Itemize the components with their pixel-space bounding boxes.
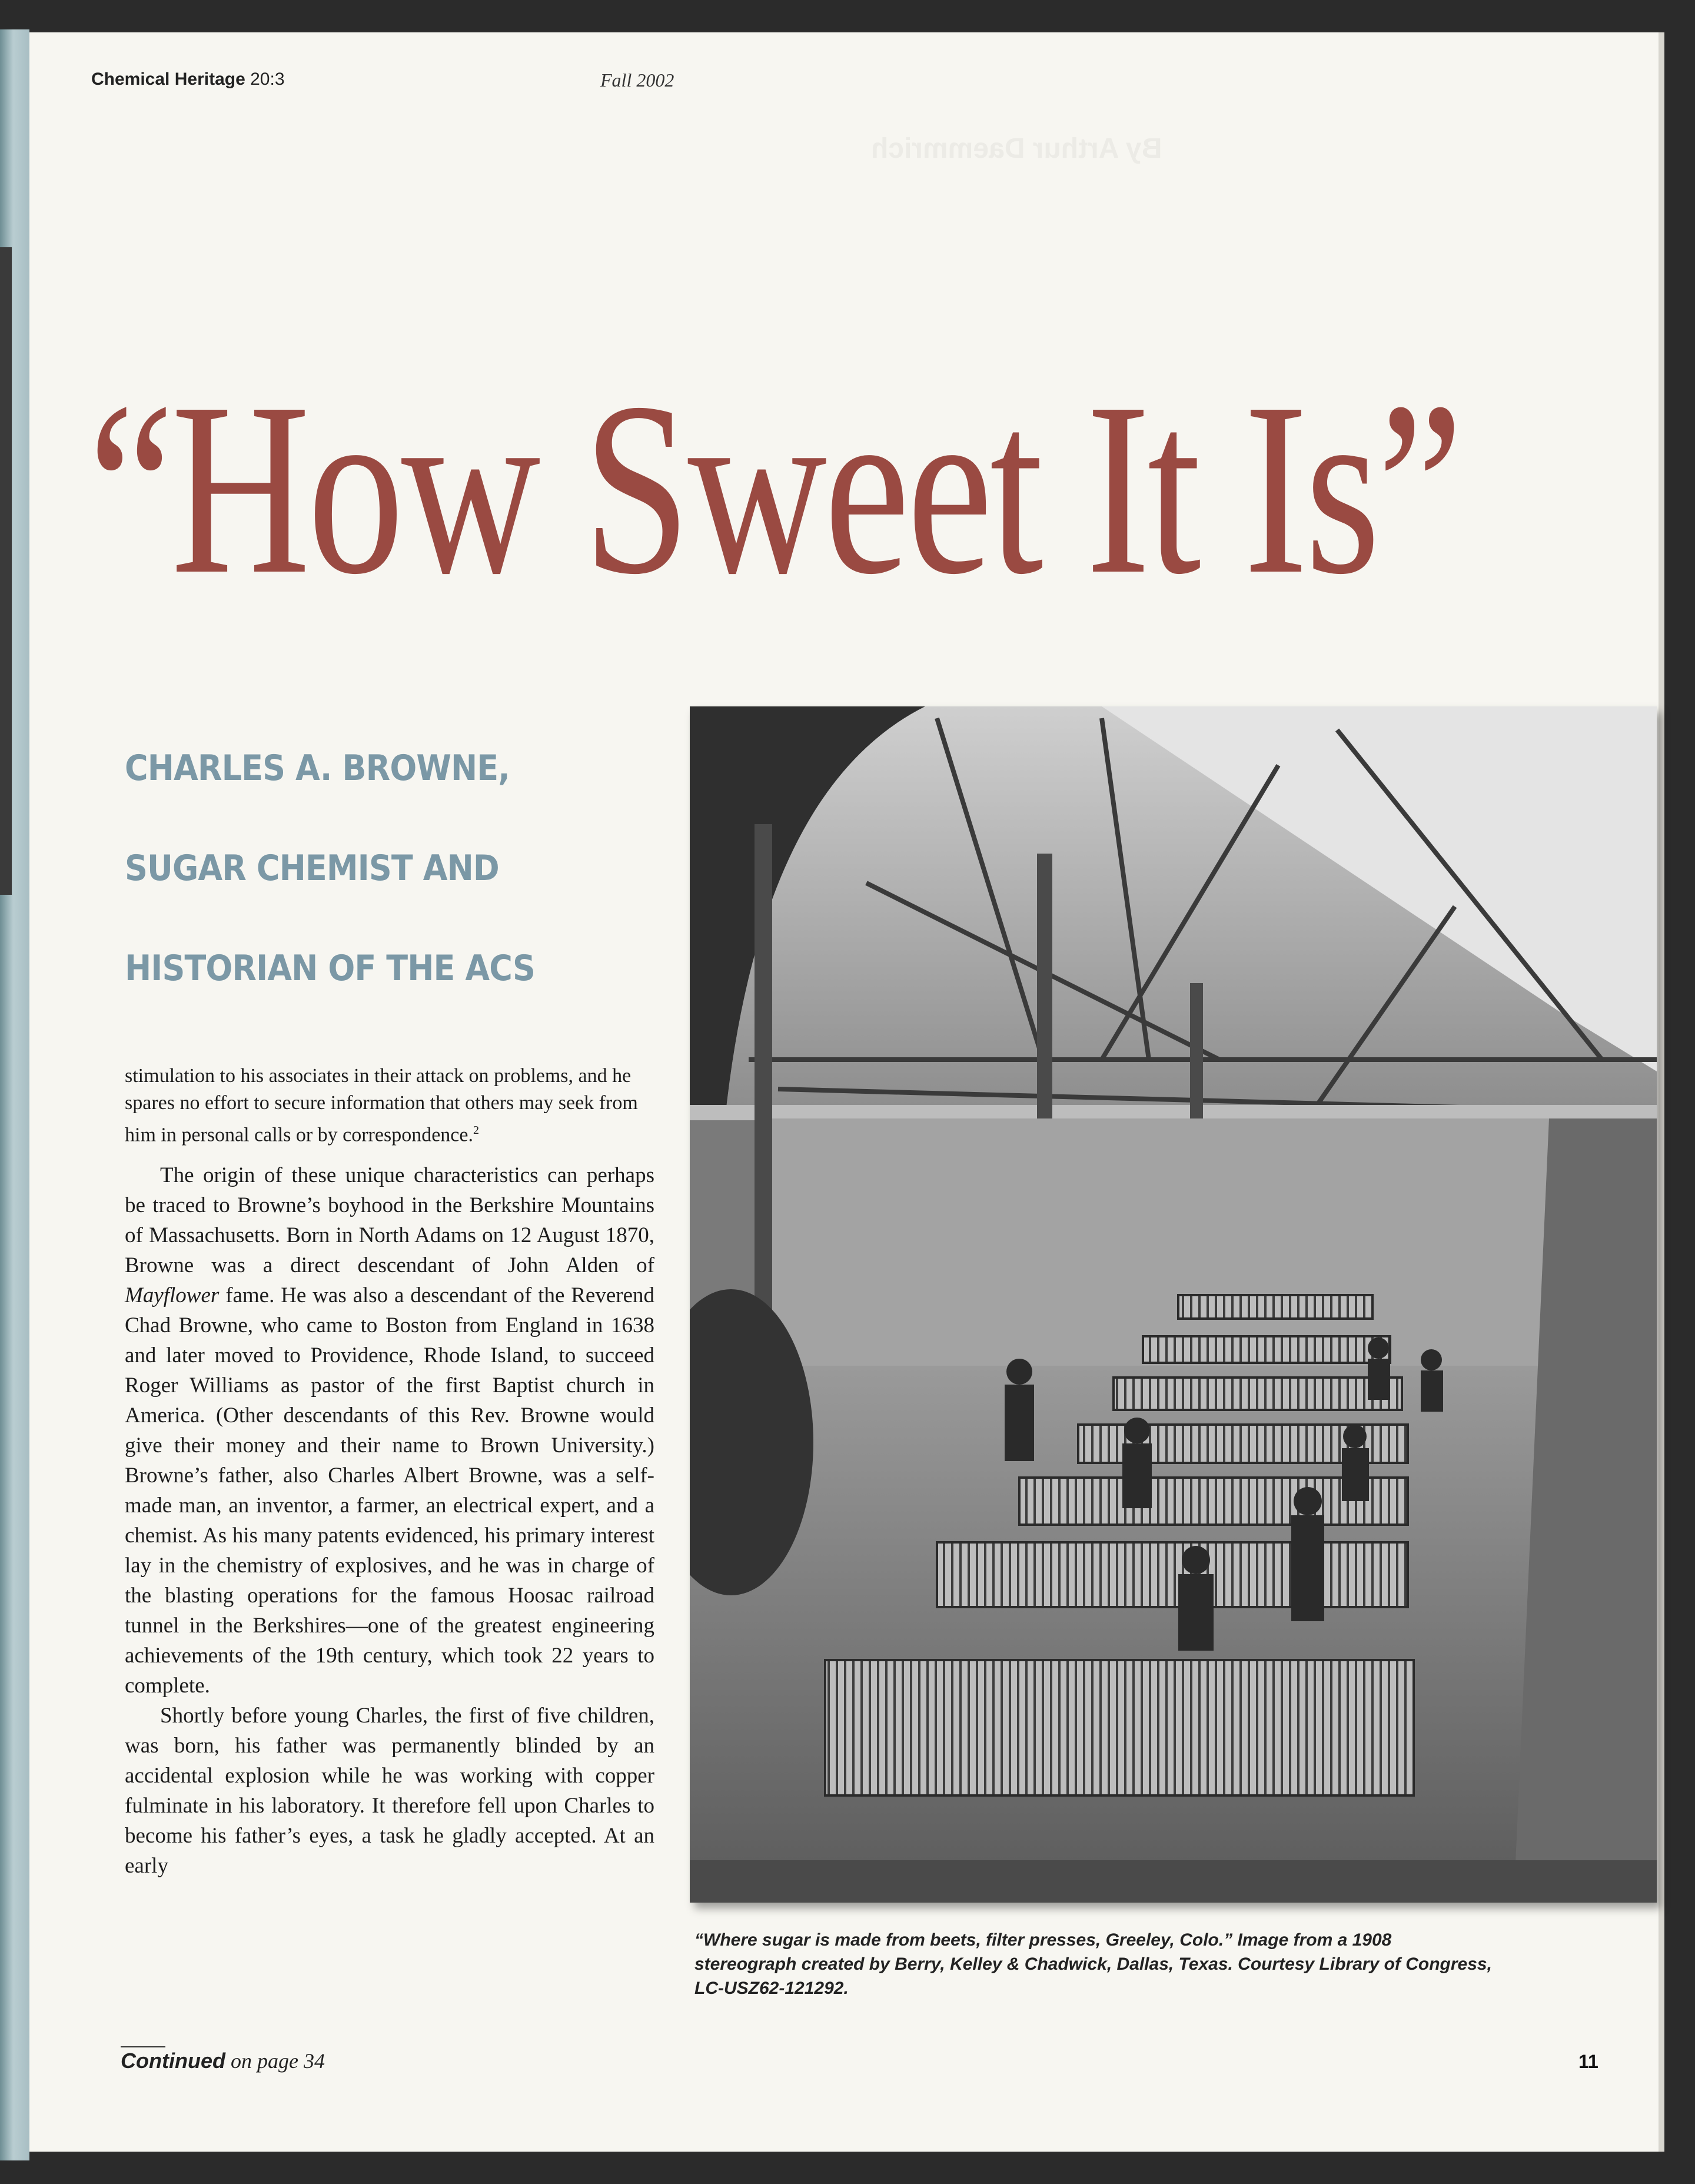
page-edge <box>1659 32 1664 2152</box>
paragraph-2-italic: Mayflower <box>125 1283 220 1308</box>
subhead-line-2: SUGAR CHEMIST AND <box>125 848 499 889</box>
subhead-line-3: HISTORIAN OF THE ACS <box>125 948 536 989</box>
filter-press-photo-illustration <box>690 706 1657 1903</box>
subhead-line-1: CHARLES A. BROWNE, <box>125 748 510 789</box>
article-body <box>125 1063 654 1881</box>
issue-date: Fall 2002 <box>600 69 674 91</box>
continued-word: Continued <box>121 2049 225 2073</box>
paragraph-2-text-a: The origin of these unique characteristics can perhaps be traced to Browne’s boyhood in the Berkshire Mountains of Massachusetts. Born in North Adams on 12 August 1870, Browne was a direct descendant of John Alden of <box>125 1163 654 1278</box>
journal-volume: 20:3 <box>245 69 285 89</box>
binding-shadow <box>0 247 12 895</box>
continued-page-ref: on page 34 <box>225 2049 325 2073</box>
paragraph-3: Shortly before young Charles, the first of five children, was born, his father was permanently blinded by an accidental explosion while he was working with copper fulminate in his laboratory. It therefore fell upon Charles to become his father’s eyes, a task he gladly accepted. At an early <box>125 1704 654 1878</box>
paragraph-1-text: stimulation to his associates in their attack on problems, and he spares no effort to secure information that others may seek from him in personal calls or by correspondence. <box>125 1065 638 1146</box>
paragraph-2 <box>125 1160 654 1701</box>
bleed-through-byline: By Arthur Daemmrich <box>871 133 1162 164</box>
continued-rule <box>121 2046 165 2047</box>
article-title: “How Sweet It Is” <box>88 351 1461 625</box>
footnote-ref: 2 <box>473 1124 479 1137</box>
continued-line[interactable] <box>121 2049 325 2073</box>
paragraph-1 <box>125 1063 654 1149</box>
factory-photograph <box>690 706 1657 1903</box>
page-number: 11 <box>1578 2051 1598 2072</box>
photo-caption: “Where sugar is made from beets, filter presses, Greeley, Colo.” Image from a 1908 stereograph created by Berry, Kelley & Chadwick, Dallas, Texas. Courtesy Library of Congress, LC-USZ62-121292. <box>694 1930 1492 1998</box>
paragraph-2-text-b: fame. He was also a descendant of the Reverend Chad Browne, who came to Boston from England in 1638 and later moved to Providence, Rhode Island, to succeed Roger Williams as pastor of the first Baptist church in America. (Other descendants of this Rev. Browne would give their money and their name to Brown University.) Browne’s father, also Charles Albert Browne, was a self-made man, an inventor, a farmer, an electrical expert, and a chemist. As his many patents evidenced, his primary interest lay in the chemistry of explosives, and he was in charge of the blasting operations for the famous Hoosac railroad tunnel in the Berkshires—one of the greatest engineering achievements of the 19th century, which took 22 years to complete. <box>125 1283 654 1698</box>
running-head <box>91 69 285 89</box>
journal-name: Chemical Heritage <box>91 69 245 89</box>
